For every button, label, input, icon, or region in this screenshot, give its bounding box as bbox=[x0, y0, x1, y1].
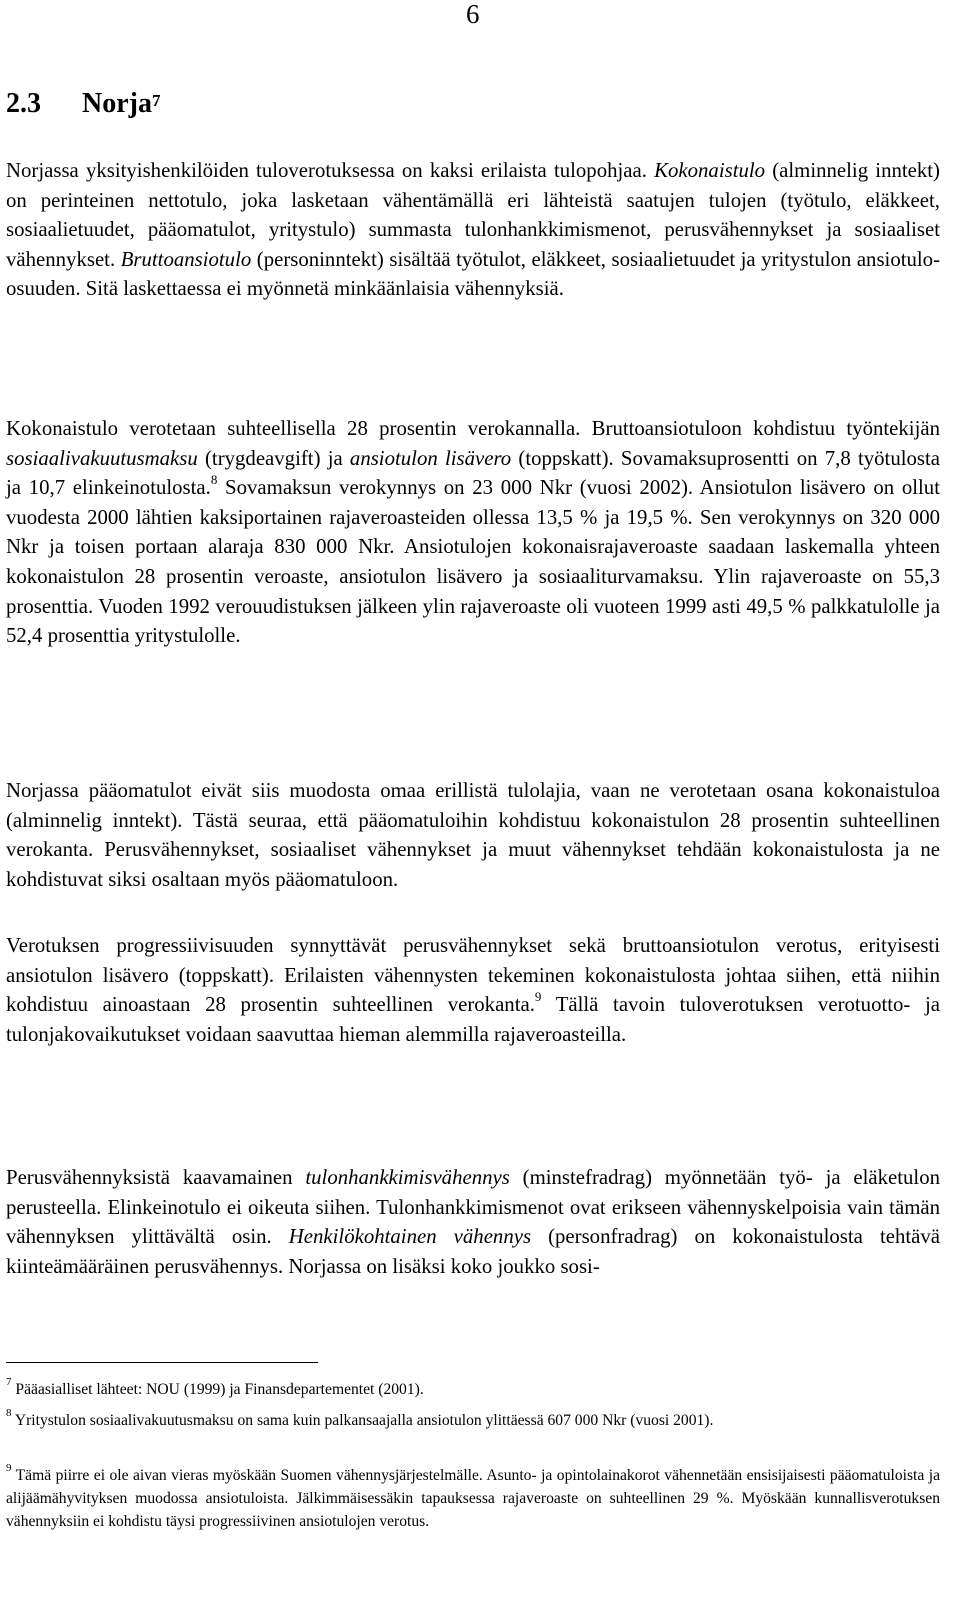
text-run: (alminnelig inntekt) on perinteinen nettotulo, joka lasketaan vähentämällä eri lähteistä saatujen tulojen (työtulo, eläkkeet, sosiaalietuudet, pääomatulot, yritystulo) summasta tulonhankkimismenot, perusvähennykset ja sosiaaliset vähennykset. bbox=[6, 159, 940, 271]
paragraph-5 bbox=[6, 1163, 940, 1281]
text-run: (minstefradrag) myönnetään työ- ja eläketulon perusteella. Elinkeinotulo ei oikeuta siihen. Tulonhankkimismenot ovat erikseen vähennyskelpoisia vain tämän vähennyksen ylittävältä osin. bbox=[6, 1166, 941, 1249]
text-run: Sovamaksun verokynnys on 23 000 Nkr (vuosi 2002). Ansiotulon lisävero on ollut vuodesta 2000 lähtien kaksiportainen rajaveroasteiden ollessa 13,5 % ja 19,5 %. Sen verokynnys on 320 000 Nkr ja toisen portaan alaraja 830 000 Nkr. Ansiotulojen kokonaisrajaveroaste saadaan laskemalla yhteen kokonaistulon 28 prosentin veroaste, ansiotulon lisävero ja sosiaaliturvamaksu. Ylin rajaveroaste on 55,3 prosenttia. Vuoden 1992 verouudistuksen jälkeen ylin rajaveroaste oli vuoteen 1999 asti 49,5 % palkkatulolle ja 52,4 prosenttia yritystulolle. bbox=[6, 476, 940, 648]
footnote-text: Yritystulon sosiaalivakuutusmaksu on sama kuin palkansaajalla ansiotulon ylittäessä 607 000 Nkr (vuosi 2001). bbox=[11, 1412, 714, 1429]
paragraph-3 bbox=[6, 776, 940, 894]
text-run: Verotuksen progressiivisuuden synnyttävät perusvähennykset sekä bruttoansiotulon verotus, erityisesti ansiotulon lisävero (toppskatt). Erilaisten vähennysten tekeminen kokonaistulosta johtaa siihen, että niihin kohdistuu ainoastaan 28 prosentin suhteellinen verokanta. bbox=[6, 934, 940, 1017]
footnote-number: 7 bbox=[6, 1375, 12, 1388]
footnote-ref-8[interactable]: 8 bbox=[210, 472, 218, 488]
text-run: Norjassa yksityishenkilöiden tuloverotuksessa on kaksi erilaista tulopohjaa. bbox=[6, 159, 655, 182]
section-number: 2.3 bbox=[6, 88, 41, 119]
term-ansiotulon-lisavero: ansiotulon lisävero bbox=[349, 446, 512, 470]
text-run: (personinntekt) sisältää työtulot, eläkkeet, sosiaalietuudet ja yritystulon ansiotulo-osuuden. Sitä laskettaessa ei myönnetä minkäänlaisia vähennyksiä. bbox=[6, 247, 940, 301]
text-run: Perusvähennyksistä kaavamainen bbox=[6, 1166, 306, 1189]
section-heading bbox=[6, 86, 160, 122]
section-title: Norja bbox=[82, 88, 152, 119]
term-bruttoansiotulo: Bruttoansiotulo bbox=[120, 247, 252, 271]
footnote-8 bbox=[6, 1406, 940, 1433]
footnote-number: 9 bbox=[6, 1461, 12, 1474]
text-run: Kokonaistulo verotetaan suhteellisella 28 prosentin verokannalla. Bruttoansiotuloon kohdistuu työntekijän bbox=[6, 417, 940, 440]
text-run: Tällä tavoin tuloverotuksen verotuotto- ja tulonjakovaikutukset voidaan saavuttaa hieman alemmilla rajaveroasteilla. bbox=[6, 993, 940, 1046]
footnote-ref-7[interactable]: 7 bbox=[151, 91, 161, 110]
page-number: 6 bbox=[466, 0, 480, 29]
footnote-text: Pääasialliset lähteet: NOU (1999) ja Finansdepartementet (2001). bbox=[11, 1381, 424, 1398]
paragraph-1 bbox=[6, 156, 940, 304]
paragraph-2 bbox=[6, 414, 940, 651]
text-run: Norjassa pääomatulot eivät siis muodosta omaa erillistä tulolajia, vaan ne verotetaan osana kokonaistuloa (alminnelig inntekt). Tästä seuraa, että pääomatuloihin kohdistuu kokonaistulon 28 prosentin suhteellinen verokanta. Perusvähennykset, sosiaaliset vähennykset ja muut vähennykset tehdään kokonaistulosta ja ne kohdistuvat siksi osaltaan myös pääomatuloon. bbox=[6, 779, 940, 891]
term-tulonhankkimisvahennys: tulonhankkimisvähennys bbox=[305, 1166, 510, 1189]
text-run: (trygdeavgift) ja bbox=[197, 446, 350, 470]
text-run: (toppskatt). Sovamaksuprosentti on 7,8 työtulosta ja 10,7 elinkeinotulosta. bbox=[6, 446, 941, 500]
term-kokonaistulo: Kokonaistulo bbox=[654, 159, 766, 182]
paragraph-4 bbox=[6, 931, 940, 1049]
footnote-number: 8 bbox=[6, 1406, 12, 1419]
term-henkilokohtainen-vahennys: Henkilökohtainen vähennys bbox=[288, 1225, 532, 1249]
footnote-7 bbox=[6, 1375, 940, 1402]
footnote-text: Tämä piirre ei ole aivan vieras myöskään Suomen vähennysjärjestelmälle. Asunto- ja opintolainakorot vähennetään ensisijaisesti pääomatuloista ja alijäämähyvityksen muodossa ansiotuloista. Jälkimmäisessäkin tapauksessa rajaveroaste on suhteellinen 29 %. Myöskään kunnallisverotuksen vähennyksiin ei kohdistu täysi progressiivinen ansiotulojen verotus. bbox=[6, 1467, 940, 1530]
footnote-ref-9[interactable]: 9 bbox=[534, 989, 542, 1005]
term-sosiaalivakuutusmaksu: sosiaalivakuutusmaksu bbox=[6, 446, 198, 470]
footnote-9 bbox=[6, 1461, 940, 1533]
footnote-separator bbox=[6, 1362, 318, 1363]
text-run: (personfradrag) on kokonaistulosta tehtävä kiinteämääräinen perusvähennys. Norjassa on lisäksi koko joukko sosi- bbox=[6, 1225, 940, 1278]
